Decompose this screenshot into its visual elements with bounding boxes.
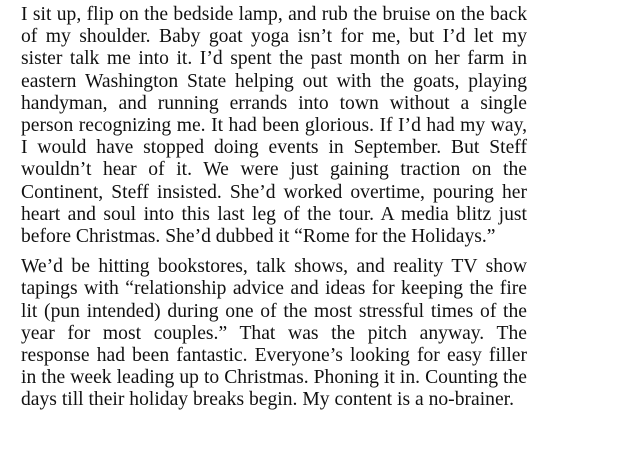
paragraph-1: I sit up, flip on the bedside lamp, and rub the bruise on the back of my shoulder. Baby goat yoga isn’t for me, but I’d let my sister talk me into it. I’d spent the past month on her farm in eastern Washington State helping out with the goats, playing handyman, and running errands into town without a single person recognizing me. It had been glorious. If I’d had my way, I would have stopped doing events in September. But Steff wouldn’t hear of it. We were just gaining traction on the Continent, Steff insisted. She’d worked overtime, pouring her heart and soul into this last leg of the tour. A media blitz just before Christmas. She’d dubbed it “Rome for the Holidays.”: [21, 4, 527, 248]
paragraph-2: We’d be hitting bookstores, talk shows, and reality TV show tapings with “relationship advice and ideas for keeping the fire lit (pun intended) during one of the most stressful times of the year for most couples.” That was the pitch anyway. The response had been fantastic. Everyone’s looking for easy filler in the week leading up to Christmas. Phoning it in. Counting the days till their holiday breaks begin. My content is a no-brainer.: [21, 256, 527, 411]
book-page: [21, 4, 527, 412]
